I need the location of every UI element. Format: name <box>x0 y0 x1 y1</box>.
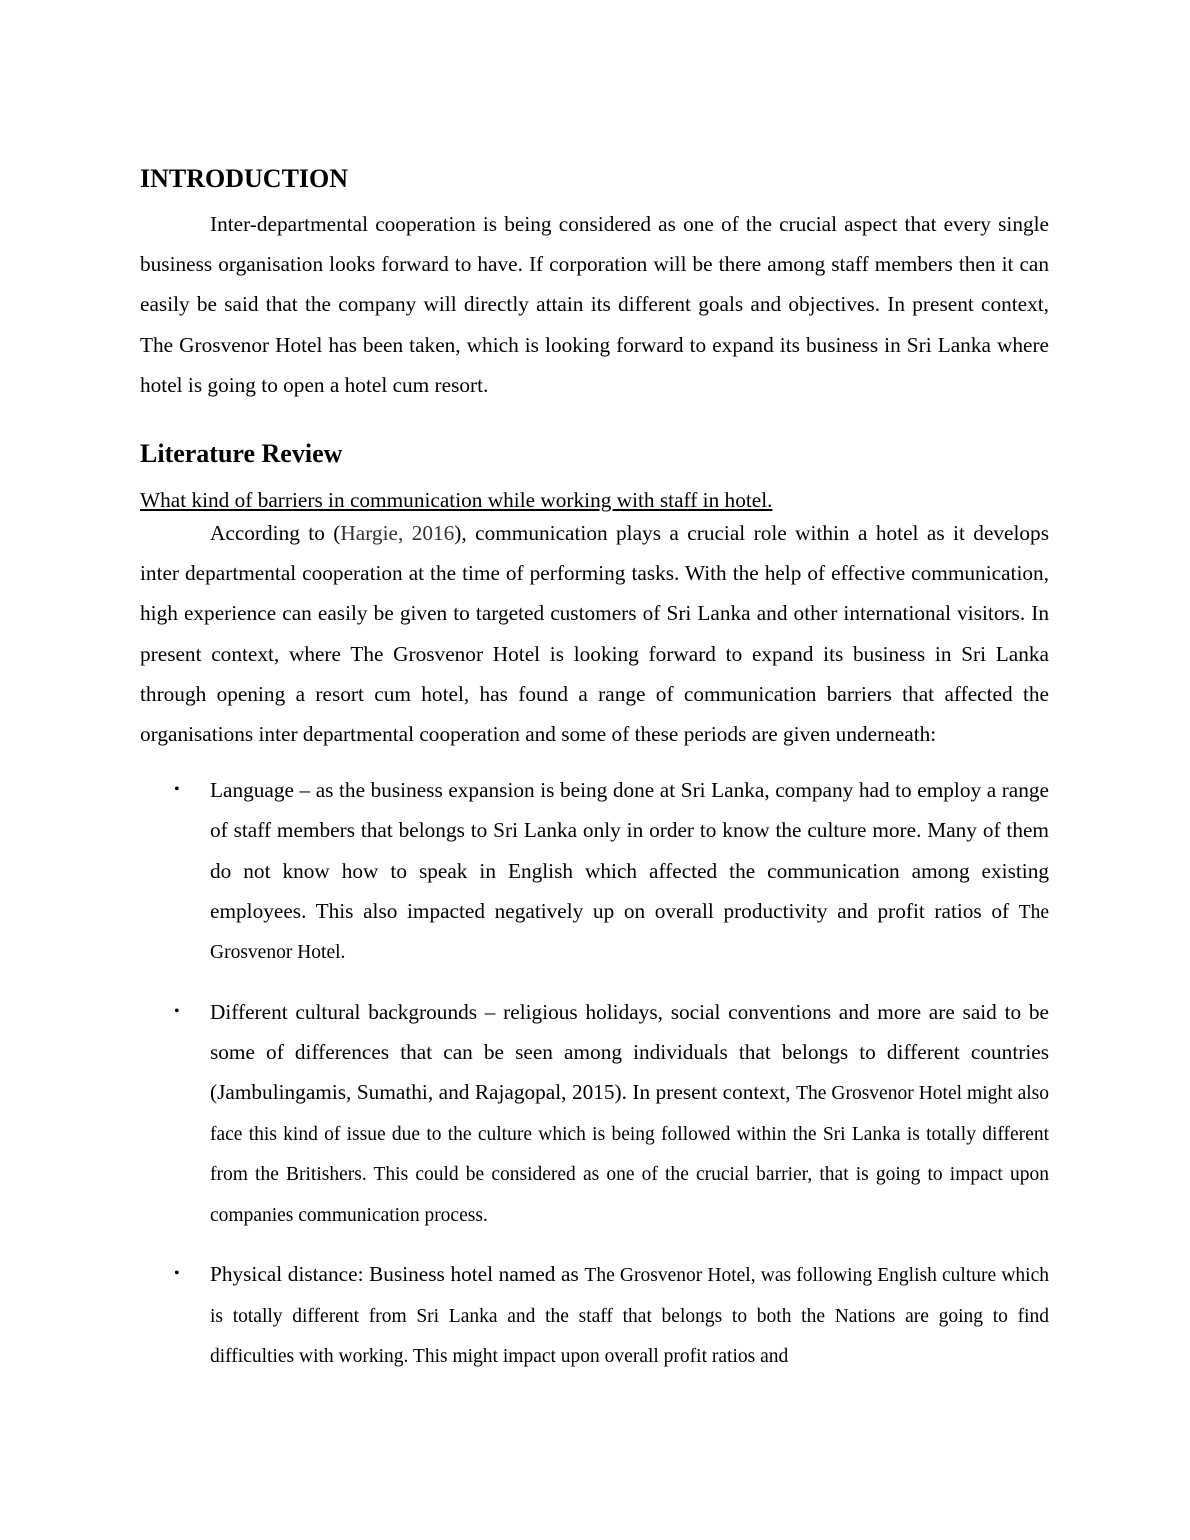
introduction-heading: INTRODUCTION <box>140 164 349 193</box>
barrier-text-main: Physical distance: Business hotel named as <box>210 1262 585 1287</box>
literature-review-heading: Literature Review <box>140 439 343 469</box>
barrier-text-main: Language – as the business expansion is being done at Sri Lanka, company had to employ a range of staff members that belongs to Sri Lanka only in order to know the culture more. Many of them do not know how to speak in English which affected the communication among existing employees. This also impacted negatively up on overall productivity and profit ratios of <box>210 778 1049 923</box>
barrier-list <box>140 770 1049 1376</box>
literature-review-subheading: What kind of barriers in communication while working with staff in hotel. <box>140 488 773 513</box>
bullet-icon: • <box>174 1265 180 1283</box>
barrier-text-small: The Grosvenor Hotel, was following English culture which is totally different from Sri Lanka and the staff that belongs to both the Nations are going to find difficulties with working. This might impact upon overall profit ratios and <box>210 1265 1049 1368</box>
literature-review-paragraph <box>140 513 1049 754</box>
barrier-text <box>210 1254 1049 1376</box>
barrier-text-small: The Grosvenor Hotel might also face this kind of issue due to the culture which is being followed within the Sri Lanka is totally different from the Britishers. This could be considered as one of the crucial barrier, that is going to impact upon companies communication process. <box>210 1083 1049 1226</box>
para-lead: According to ( <box>210 521 341 546</box>
list-item <box>140 1254 1049 1376</box>
para-rest: ), communication plays a crucial role within a hotel as it develops inter departmental cooperation at the time of performing tasks. With the help of effective communication, high experience can easily be given to targeted customers of Sri Lanka and other international visitors. In present context, where The Grosvenor Hotel is looking forward to expand its business in Sri Lanka through opening a resort cum hotel, has found a range of communication barriers that affected the organisations inter departmental cooperation and some of these periods are given underneath: <box>140 521 1049 747</box>
bullet-icon: • <box>174 1002 180 1020</box>
list-item <box>140 770 1049 972</box>
introduction-paragraph: Inter-departmental cooperation is being considered as one of the crucial aspect that every single business organisation looks forward to have. If corporation will be there among staff members then it can easily be said that the company will directly attain its different goals and objectives. In present context, The Grosvenor Hotel has been taken, which is looking forward to expand its business in Sri Lanka where hotel is going to open a hotel cum resort. <box>140 212 1049 397</box>
bullet-icon: • <box>174 781 180 799</box>
barrier-text <box>210 992 1049 1234</box>
list-item <box>140 992 1049 1234</box>
document-page <box>140 162 1049 1396</box>
barrier-text-small: The Grosvenor Hotel. <box>210 901 1049 964</box>
barrier-text <box>210 770 1049 972</box>
citation-link: Hargie, 2016 <box>340 521 455 546</box>
barrier-text-main: Different cultural backgrounds – religious holidays, social conventions and more are said to be some of differences that can be seen among individuals that belongs to different countries (Jambulingamis, Sumathi, and Rajagopal, 2015). In present context, <box>210 999 1049 1105</box>
